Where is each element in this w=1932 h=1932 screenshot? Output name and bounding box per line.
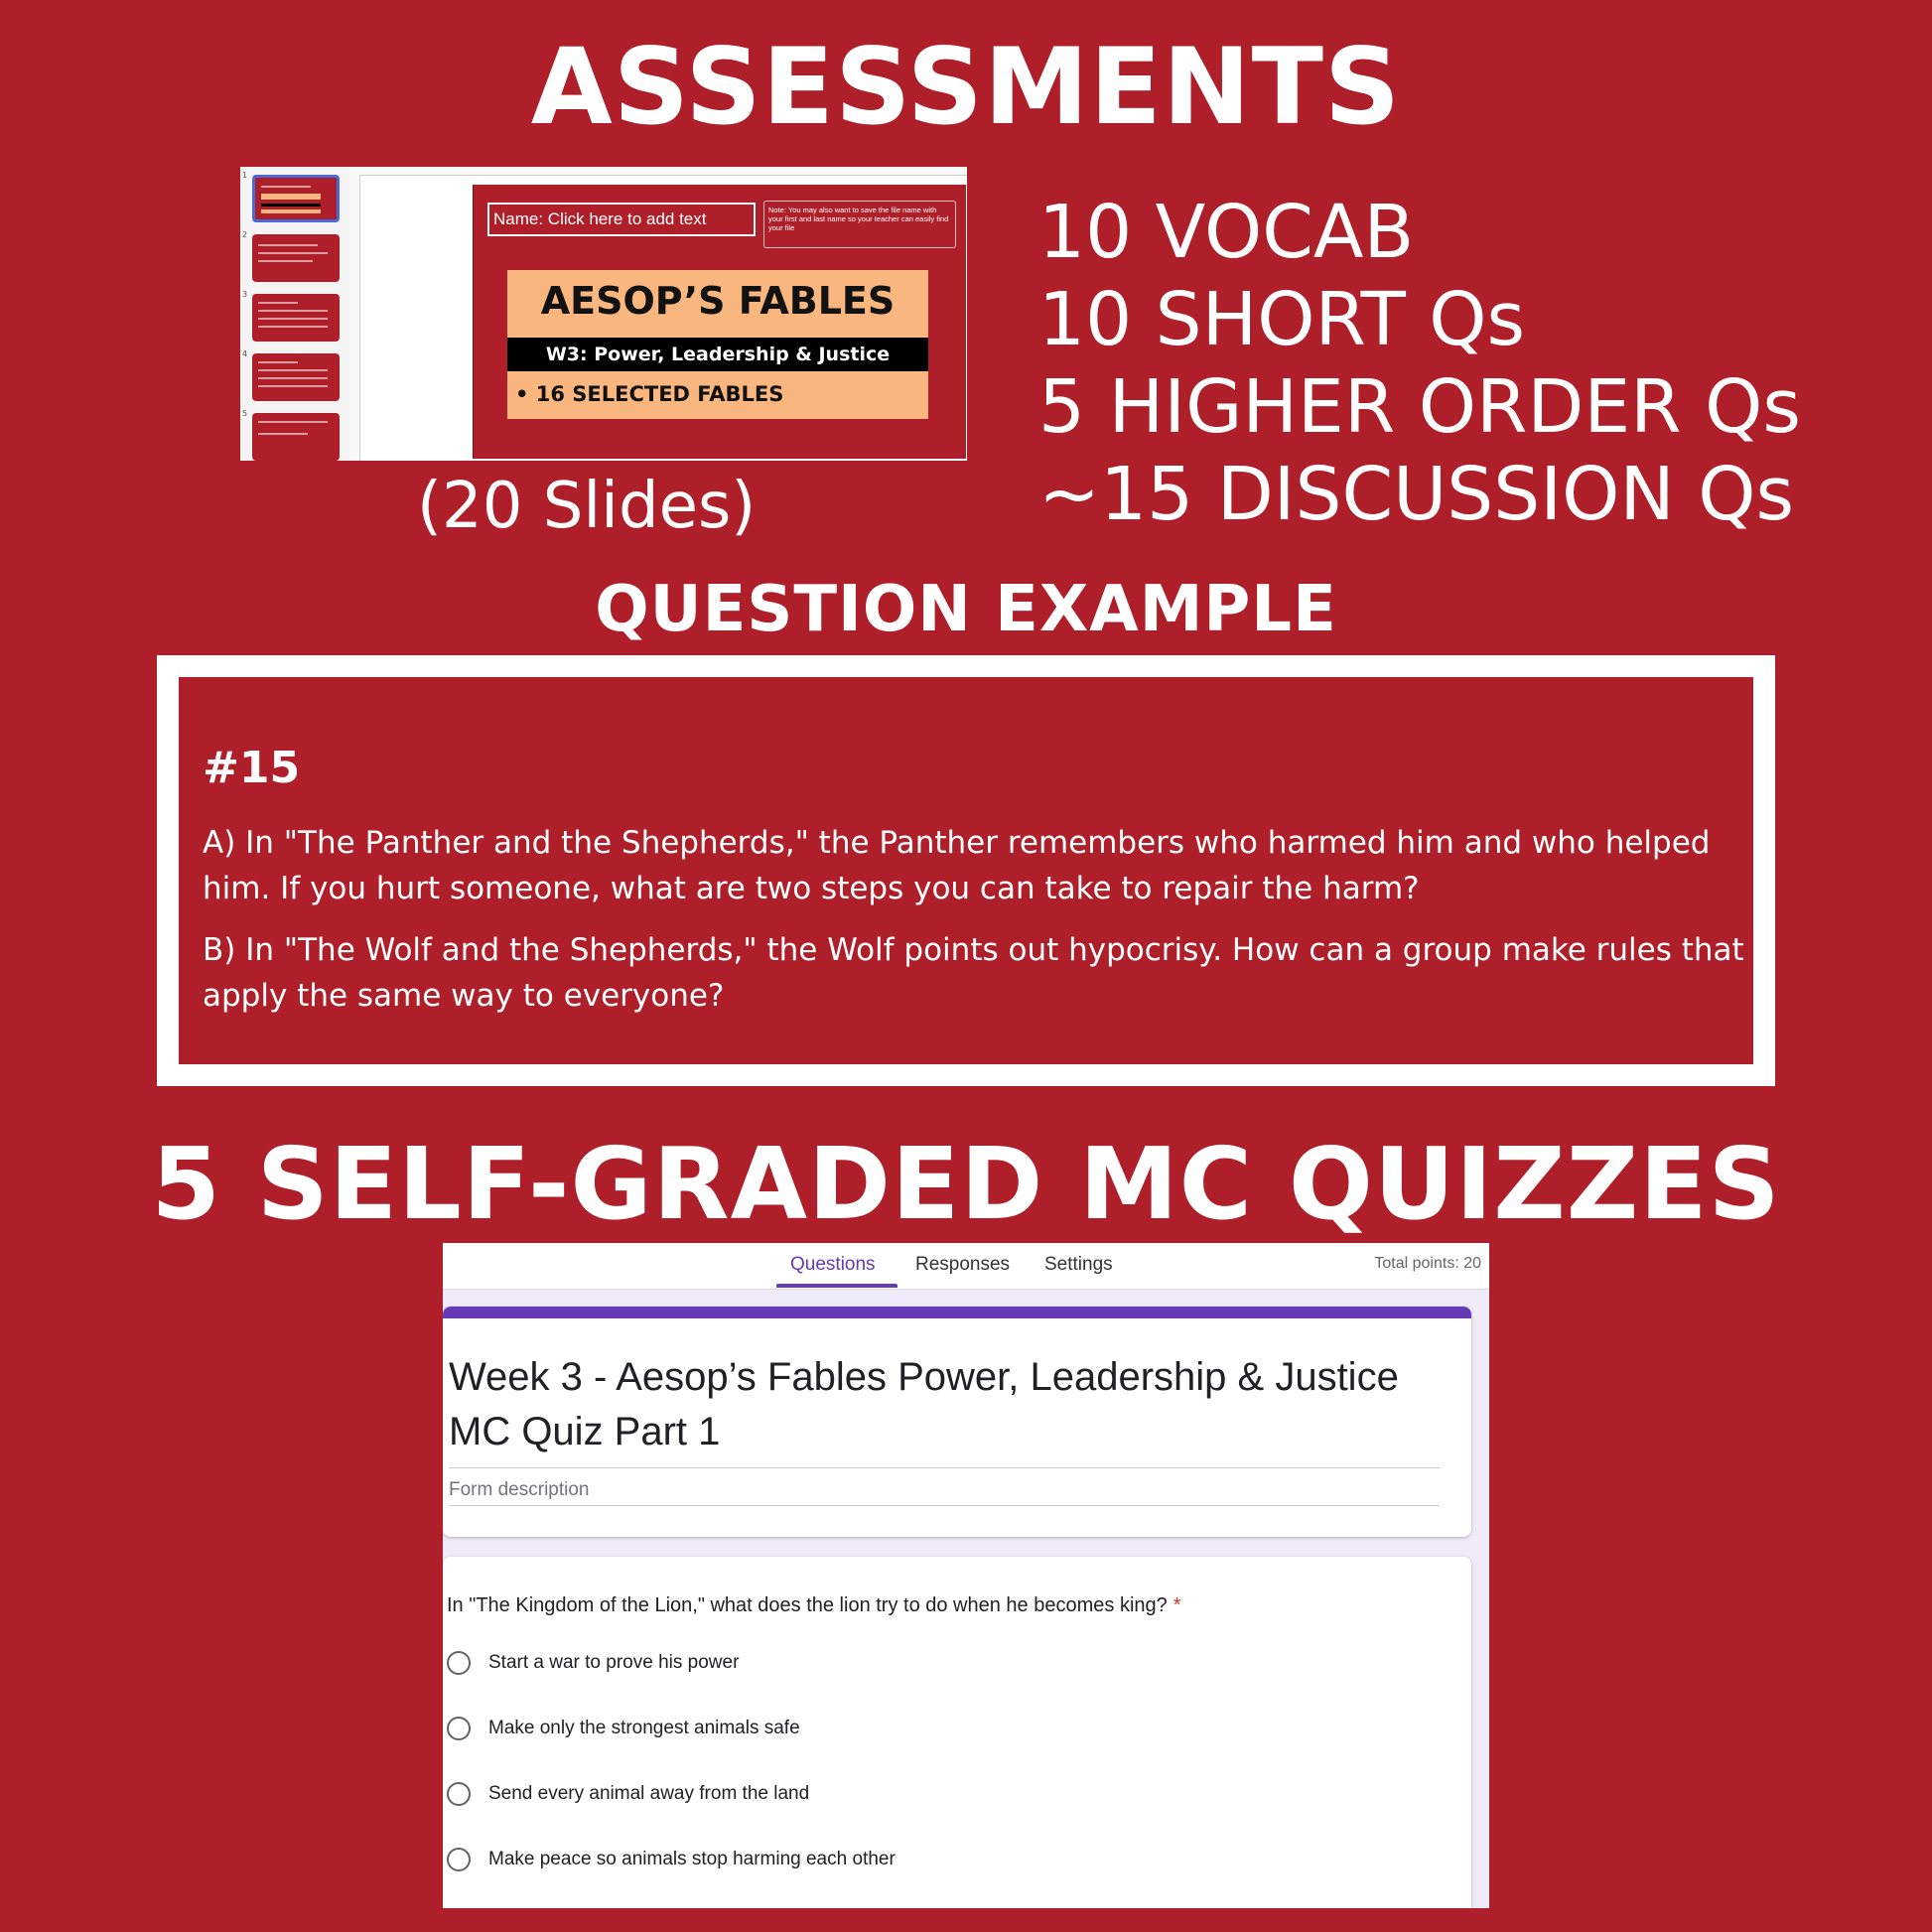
required-marker: * bbox=[1173, 1594, 1181, 1616]
tab-responses[interactable]: Responses bbox=[915, 1254, 1011, 1275]
form-accent-bar bbox=[443, 1307, 1471, 1318]
vertical-ruler bbox=[349, 167, 360, 461]
question-example-heading: QUESTION EXAMPLE bbox=[595, 573, 1337, 646]
total-points: Total points: 20 bbox=[1374, 1255, 1481, 1272]
radio-button[interactable] bbox=[447, 1717, 471, 1740]
stat-higher-order: 5 HIGHER ORDER Qs bbox=[1038, 364, 1801, 450]
name-text-field[interactable]: Name: Click here to add text bbox=[487, 203, 756, 236]
stat-short: 10 SHORT Qs bbox=[1038, 277, 1526, 362]
active-tab-indicator bbox=[776, 1284, 897, 1288]
option-label: Make only the strongest animals safe bbox=[488, 1718, 800, 1738]
tab-settings[interactable]: Settings bbox=[1044, 1254, 1113, 1275]
divider bbox=[449, 1467, 1440, 1468]
radio-button[interactable] bbox=[447, 1782, 471, 1806]
question-part-a: A) In "The Panther and the Shepherds," the Panther remembers who harmed him and who helped him. If you hurt someone, what are two steps you can take to repair the harm? bbox=[203, 825, 1711, 906]
fable-bullet: • 16 SELECTED FABLES bbox=[515, 382, 784, 406]
thumb-number: 1 bbox=[242, 171, 248, 180]
slide-thumbnail[interactable] bbox=[252, 175, 340, 222]
tab-questions[interactable]: Questions bbox=[790, 1254, 876, 1275]
form-screenshot bbox=[443, 1243, 1489, 1908]
thumb-number: 3 bbox=[242, 290, 248, 299]
question-panel bbox=[179, 677, 1753, 1064]
stat-vocab: 10 VOCAB bbox=[1038, 190, 1415, 275]
fable-subtitle: W3: Power, Leadership & Justice bbox=[507, 338, 928, 371]
slide-canvas bbox=[473, 185, 966, 459]
slide-thumbnail[interactable] bbox=[252, 294, 340, 342]
thumb-number: 4 bbox=[242, 349, 248, 358]
slide-thumbnail-rail bbox=[240, 167, 350, 461]
question-example-box bbox=[157, 655, 1775, 1086]
stat-discussion: ~15 DISCUSSION Qs bbox=[1038, 452, 1794, 537]
radio-button[interactable] bbox=[447, 1848, 471, 1871]
form-description-field[interactable]: Form description bbox=[449, 1479, 590, 1500]
thumb-number: 5 bbox=[242, 409, 248, 418]
fable-title-card bbox=[507, 270, 928, 419]
question-number: #15 bbox=[203, 743, 301, 793]
form-title[interactable]: Week 3 - Aesop’s Fables Power, Leadership & Justice MC Quiz Part 1 bbox=[449, 1355, 1399, 1453]
option-label: Make peace so animals stop harming each other bbox=[488, 1849, 896, 1869]
question-card bbox=[443, 1557, 1471, 1908]
save-note: Note: You may also want to save the file name with your first and last name so your teacher can easily find your file bbox=[763, 201, 956, 248]
form-header-card bbox=[443, 1307, 1471, 1537]
form-tab-bar bbox=[443, 1243, 1489, 1290]
fable-title: AESOP’S FABLES bbox=[540, 279, 896, 323]
slide-thumbnail[interactable] bbox=[252, 413, 340, 461]
quizzes-heading: 5 SELF-GRADED MC QUIZZES bbox=[151, 1126, 1781, 1242]
slide-thumbnail[interactable] bbox=[252, 234, 340, 282]
question-label: In "The Kingdom of the Lion," what does the lion try to do when he becomes king? bbox=[447, 1594, 1168, 1616]
radio-button[interactable] bbox=[447, 1651, 471, 1675]
assessments-heading: ASSESSMENTS bbox=[530, 26, 1402, 148]
option-label: Start a war to prove his power bbox=[488, 1652, 740, 1673]
thumb-number: 2 bbox=[242, 230, 248, 239]
slide-count: (20 Slides) bbox=[417, 470, 757, 543]
question-part-b: B) In "The Wolf and the Shepherds," the Wolf points out hypocrisy. How can a group make rules that apply the same way to everyone? bbox=[203, 932, 1744, 1014]
slides-screenshot bbox=[240, 167, 967, 461]
slide-thumbnail[interactable] bbox=[252, 353, 340, 401]
option-label: Send every animal away from the land bbox=[488, 1783, 810, 1804]
divider bbox=[449, 1505, 1440, 1506]
horizontal-ruler bbox=[359, 167, 967, 176]
assessment-stats bbox=[1038, 189, 1932, 538]
question-text bbox=[447, 1594, 1181, 1617]
